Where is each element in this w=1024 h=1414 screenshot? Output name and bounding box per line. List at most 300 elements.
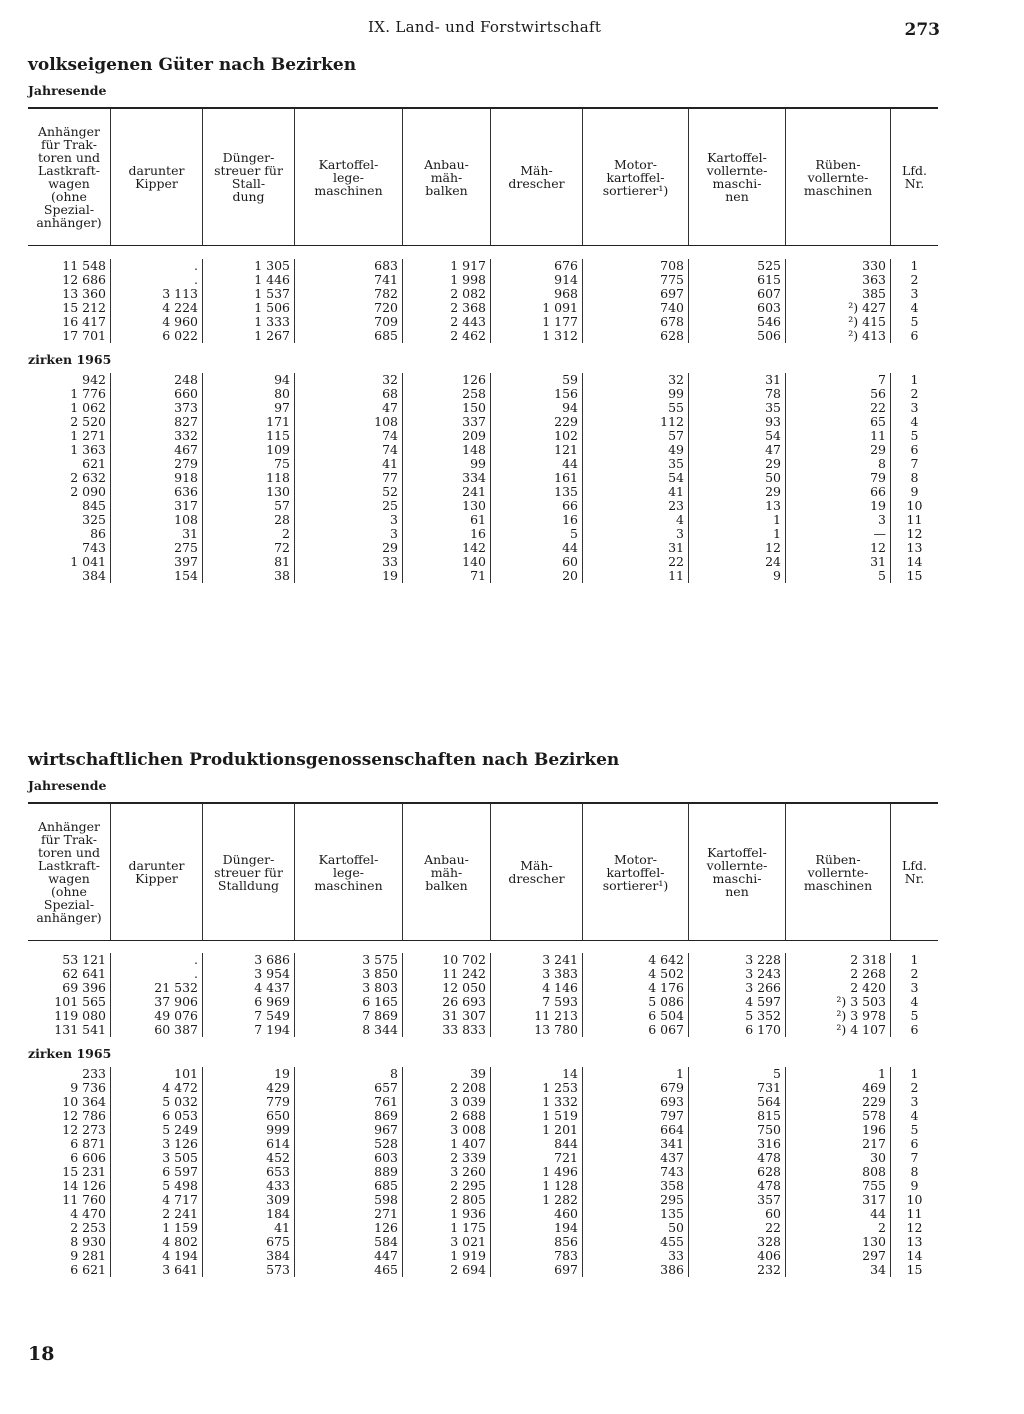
table-cell: .: [194, 952, 198, 967]
table-cell: 6 621: [70, 1262, 106, 1277]
column-header: [582, 804, 688, 940]
table-cell: 1 159: [162, 1220, 198, 1235]
table-cell: 2 090: [70, 484, 106, 499]
table-cell: 14: [562, 1066, 578, 1081]
table-cell: 693: [660, 1094, 684, 1109]
table-cell: 12: [906, 1220, 923, 1235]
table-cell: 29: [870, 442, 886, 457]
column-header-line: vollernte-: [807, 864, 869, 880]
table-cell: 741: [374, 272, 398, 287]
column-header-label: [804, 853, 872, 892]
column-header-line: maschinen: [314, 182, 383, 198]
column-header-line: Mäh-: [520, 163, 553, 178]
table-cell: 5: [910, 1008, 919, 1023]
table-column: [110, 1067, 202, 1277]
table-cell: 8 344: [362, 1022, 398, 1037]
table-cell: 72: [274, 540, 290, 555]
table-cell: 373: [174, 400, 198, 415]
table-column: [202, 259, 294, 343]
column-header: [110, 804, 202, 940]
table-cell: 11 548: [62, 258, 106, 273]
table-cell: 1 128: [542, 1178, 578, 1193]
table-cell: 47: [765, 442, 781, 457]
column-header-line: Rüben-: [815, 851, 861, 867]
column-header-label: [314, 158, 382, 197]
column-header-line: kartoffel-: [606, 864, 665, 880]
table-cell: 57: [668, 428, 684, 443]
table-cell: 3: [390, 512, 398, 527]
table-cell: 49: [668, 442, 684, 457]
table-cell: 32: [668, 372, 684, 387]
table-cell: 6 022: [162, 328, 198, 343]
table-cell: 5 086: [648, 994, 684, 1009]
table-cell: 1 496: [542, 1164, 578, 1179]
table-cell: 4 194: [162, 1248, 198, 1263]
table-cell: 478: [757, 1178, 781, 1193]
table-cell: 4 642: [648, 952, 684, 967]
table-cell: 3 243: [745, 966, 781, 981]
table-cell: 15: [906, 1262, 923, 1277]
column-header-line: toren und: [37, 845, 101, 860]
column-header-line: Spezial-: [43, 202, 95, 217]
column-header: [490, 804, 582, 940]
table-cell: 75: [274, 456, 290, 471]
table-column: [688, 373, 785, 583]
table-cell: 4 597: [745, 994, 781, 1009]
column-header-label: [508, 164, 564, 190]
table-cell: 16 417: [62, 314, 106, 329]
table-column: [294, 259, 402, 343]
column-header-line: drescher: [508, 176, 565, 191]
column-header: [294, 109, 402, 245]
table-cell: 13: [906, 1234, 923, 1249]
table-cell: 455: [660, 1234, 684, 1249]
column-header-line: anhänger): [36, 215, 102, 230]
table-cell: 7 549: [254, 1008, 290, 1023]
table-cell: 808: [862, 1164, 886, 1179]
table-cell: ²) 427: [848, 300, 886, 315]
column-header-line: Motor-: [613, 851, 658, 867]
column-header: [890, 109, 938, 245]
table-cell: 66: [870, 484, 886, 499]
table-cell: 4 717: [162, 1192, 198, 1207]
table-cell: 660: [174, 386, 198, 401]
table-cell: 469: [862, 1080, 886, 1095]
table-cell: 11: [906, 1206, 923, 1221]
table-cell: 3 008: [450, 1122, 486, 1137]
table-cell: 3 228: [745, 952, 781, 967]
table-cell: 5 249: [162, 1122, 198, 1137]
table-column: [490, 953, 582, 1037]
table-cell: .: [194, 258, 198, 273]
section-title: wirtschaftlichen Produktionsgenossenschaften nach Bezirken: [28, 750, 620, 770]
table-cell: 1 506: [254, 300, 290, 315]
table-cell: 54: [765, 428, 781, 443]
table-cell: 1 776: [70, 386, 106, 401]
table-column: [890, 259, 938, 343]
table-cell: 1 917: [450, 258, 486, 273]
column-header: [688, 109, 785, 245]
column-header-line: nen: [725, 189, 749, 204]
table-cell: 55: [668, 400, 684, 415]
table-cell: 967: [374, 1122, 398, 1137]
table-cell: 8: [910, 1164, 919, 1179]
table-cell: 14: [906, 554, 923, 569]
table-cell: 112: [660, 414, 684, 429]
table-cell: 13: [906, 540, 923, 555]
table-column: [582, 373, 688, 583]
section-title: volkseigenen Güter nach Bezirken: [28, 55, 357, 75]
column-header-line: maschinen: [803, 877, 873, 893]
table-cell: ²) 4 107: [836, 1022, 886, 1037]
table-cell: 316: [757, 1136, 781, 1151]
column-header-label: [902, 859, 927, 885]
table-cell: 775: [660, 272, 684, 287]
table-cell: 827: [174, 414, 198, 429]
column-header-label: [214, 151, 283, 203]
table-cell: 61: [470, 512, 486, 527]
table-cell: 39: [470, 1066, 486, 1081]
column-header-line: lege-: [332, 864, 365, 880]
table-cell: 29: [765, 484, 781, 499]
column-header: [490, 109, 582, 245]
table-cell: 1 537: [254, 286, 290, 301]
column-header: [785, 804, 890, 940]
table-cell: 233: [82, 1066, 106, 1081]
table-cell: 330: [862, 258, 886, 273]
column-header-line: darunter: [128, 163, 185, 178]
table-cell: 675: [266, 1234, 290, 1249]
table-cell: 232: [757, 1262, 781, 1277]
table-cell: 869: [374, 1108, 398, 1123]
table-cell: 41: [274, 1220, 290, 1235]
table-cell: 603: [374, 1150, 398, 1165]
column-header-row: [28, 804, 938, 940]
table-cell: 56: [870, 386, 886, 401]
table-cell: 12: [765, 540, 781, 555]
column-header-line: Anbau-: [424, 851, 469, 867]
table-cell: 683: [374, 258, 398, 273]
table-cell: 28: [274, 512, 290, 527]
table-cell: 525: [757, 258, 781, 273]
table-cell: 1: [910, 372, 919, 387]
table-cell: 12: [870, 540, 886, 555]
column-header-line: streuer für: [214, 163, 283, 178]
table-cell: 9: [773, 568, 781, 583]
table-cell: 1 253: [542, 1080, 578, 1095]
table-cell: 9 281: [70, 1248, 106, 1263]
table-cell: 598: [374, 1192, 398, 1207]
table-cell: 62 641: [62, 966, 106, 981]
table-cell: 52: [382, 484, 398, 499]
column-header-line: (ohne: [51, 189, 87, 204]
table-cell: 4 802: [162, 1234, 198, 1249]
table-cell: 1 363: [70, 442, 106, 457]
table-cell: 9 736: [70, 1080, 106, 1095]
years-block: [28, 246, 938, 343]
table-cell: 2 688: [450, 1108, 486, 1123]
table-cell: 5 352: [745, 1008, 781, 1023]
table-cell: 14: [906, 1248, 923, 1263]
table-cell: 685: [374, 1178, 398, 1193]
column-header-line: (ohne: [51, 884, 87, 899]
table-cell: 59: [562, 372, 578, 387]
table-cell: 68: [382, 386, 398, 401]
table-column: [294, 373, 402, 583]
column-header-line: Lfd.: [902, 163, 927, 178]
table-cell: 386: [660, 1262, 684, 1277]
table-cell: 7 869: [362, 1008, 398, 1023]
table-cell: 10: [906, 1192, 923, 1207]
column-header-line: dung: [232, 189, 265, 204]
table-cell: 7 593: [542, 994, 578, 1009]
table-cell: 17 701: [62, 328, 106, 343]
column-header-line: darunter: [128, 858, 185, 873]
table-cell: 148: [462, 442, 486, 457]
table-cell: 44: [562, 456, 578, 471]
table-cell: 465: [374, 1262, 398, 1277]
table-cell: 16: [470, 526, 486, 541]
table-cell: 918: [174, 470, 198, 485]
table-cell: 2: [282, 526, 290, 541]
column-header-line: streuer für: [214, 864, 283, 880]
table-cell: 31 307: [442, 1008, 486, 1023]
table-cell: 2 443: [450, 314, 486, 329]
column-header-label: [424, 853, 469, 892]
column-header: [202, 109, 294, 245]
table-cell: 3 505: [162, 1150, 198, 1165]
table-column: [202, 953, 294, 1037]
table-cell: 22: [765, 1220, 781, 1235]
table-column: [202, 1067, 294, 1277]
table-cell: 337: [462, 414, 486, 429]
table-column: [582, 1067, 688, 1277]
column-header-label: [603, 158, 669, 197]
table-cell: 194: [554, 1220, 578, 1235]
column-header-line: Anhänger: [37, 124, 100, 139]
column-header-line: Lastkraft-: [37, 163, 101, 178]
table-cell: 11: [668, 568, 684, 583]
table-cell: 650: [266, 1108, 290, 1123]
table-cell: 108: [174, 512, 198, 527]
table-cell: 1 519: [542, 1108, 578, 1123]
table-cell: 384: [266, 1248, 290, 1263]
column-header-label: [129, 859, 185, 885]
table-cell: 35: [765, 400, 781, 415]
table-cell: 33 833: [442, 1022, 486, 1037]
chapter-title: IX. Land- und Forstwirtschaft: [368, 18, 602, 36]
column-header: [785, 109, 890, 245]
table-column: [110, 259, 202, 343]
table-cell: 21 532: [154, 980, 198, 995]
table-cell: 60: [562, 554, 578, 569]
table-cell: 6 053: [162, 1108, 198, 1123]
table-cell: 142: [462, 540, 486, 555]
table-cell: 844: [554, 1136, 578, 1151]
table-cell: 460: [554, 1206, 578, 1221]
table-cell: 1 333: [254, 314, 290, 329]
table-cell: 4 437: [254, 980, 290, 995]
table-cell: 2 082: [450, 286, 486, 301]
table-cell: 4 224: [162, 300, 198, 315]
table-cell: 140: [462, 554, 486, 569]
table-cell: 2 268: [850, 966, 886, 981]
table-cell: .: [194, 966, 198, 981]
column-header-line: Stalldung: [217, 877, 280, 893]
table-cell: 74: [382, 442, 398, 457]
table-cell: 2 420: [850, 980, 886, 995]
table-cell: 564: [757, 1094, 781, 1109]
column-header-row: [28, 109, 938, 245]
table-cell: 2 368: [450, 300, 486, 315]
table-cell: 4: [910, 1108, 919, 1123]
column-header-label: [424, 158, 469, 197]
table-cell: 119 080: [54, 1008, 106, 1023]
table-cell: 41: [382, 456, 398, 471]
table-cell: 1 282: [542, 1192, 578, 1207]
table-cell: 325: [82, 512, 106, 527]
table-column: [785, 1067, 890, 1277]
table-cell: 6 170: [745, 1022, 781, 1037]
table-cell: 676: [554, 258, 578, 273]
table-cell: 3 641: [162, 1262, 198, 1277]
table-cell: 4 472: [162, 1080, 198, 1095]
table-cell: 709: [374, 314, 398, 329]
table-cell: 384: [82, 568, 106, 583]
table-cell: 3 126: [162, 1136, 198, 1151]
table-column: [688, 953, 785, 1037]
column-header-line: nen: [725, 884, 749, 899]
table-cell: 3 021: [450, 1234, 486, 1249]
table-cell: 60: [765, 1206, 781, 1221]
table-cell: 31: [668, 540, 684, 555]
table-column: [490, 259, 582, 343]
column-header-line: Stall-: [231, 176, 266, 191]
table-cell: 7: [878, 372, 886, 387]
table-cell: 15 231: [62, 1164, 106, 1179]
column-header-label: [314, 853, 382, 892]
table-cell: 31: [182, 526, 198, 541]
column-header-line: Kartoffel-: [707, 845, 767, 860]
table-cell: 2 694: [450, 1262, 486, 1277]
table-cell: 196: [862, 1122, 886, 1137]
table-cell: 10 364: [62, 1094, 106, 1109]
table-cell: 5: [570, 526, 578, 541]
table-cell: 31: [765, 372, 781, 387]
column-header-label: [129, 164, 185, 190]
table-cell: 12: [906, 526, 923, 541]
table-cell: 358: [660, 1178, 684, 1193]
table-cell: 6 606: [70, 1150, 106, 1165]
table-cell: 2 805: [450, 1192, 486, 1207]
table-cell: 65: [870, 414, 886, 429]
table-cell: 697: [554, 1262, 578, 1277]
table-column: [294, 953, 402, 1037]
table-cell: 657: [374, 1080, 398, 1095]
column-header: [28, 109, 110, 245]
table-cell: 317: [862, 1192, 886, 1207]
table-cell: 750: [757, 1122, 781, 1137]
table-cell: 363: [862, 272, 886, 287]
table-cell: 184: [266, 1206, 290, 1221]
table-cell: 217: [862, 1136, 886, 1151]
table-cell: 209: [462, 428, 486, 443]
table-cell: 3: [676, 526, 684, 541]
table-cell: 93: [765, 414, 781, 429]
table-cell: 1: [910, 258, 919, 273]
table-cell: 126: [374, 1220, 398, 1235]
column-header-line: drescher: [508, 871, 565, 886]
table-cell: 77: [382, 470, 398, 485]
table-cell: 782: [374, 286, 398, 301]
table-cell: 2: [910, 272, 919, 287]
table-cell: 34: [870, 1262, 886, 1277]
table-column: [890, 373, 938, 583]
table-cell: 11 242: [442, 966, 486, 981]
table-cell: 66: [562, 498, 578, 513]
table-cell: 1 271: [70, 428, 106, 443]
table-column: [28, 373, 110, 583]
table-cell: 32: [382, 372, 398, 387]
table-cell: 621: [82, 456, 106, 471]
table-cell: 1 312: [542, 328, 578, 343]
table-cell: 11: [906, 512, 923, 527]
table-cell: 121: [554, 442, 578, 457]
table-cell: 241: [462, 484, 486, 499]
districts-block: [28, 1065, 938, 1277]
table-cell: 889: [374, 1164, 398, 1179]
column-header: [688, 804, 785, 940]
table-cell: 10: [906, 498, 923, 513]
table-column: [890, 953, 938, 1037]
table-cell: 47: [382, 400, 398, 415]
table-cell: 19: [870, 498, 886, 513]
table-cell: 743: [660, 1164, 684, 1179]
table-cell: 297: [862, 1248, 886, 1263]
table-cell: 6: [910, 442, 919, 457]
table-cell: 1 446: [254, 272, 290, 287]
table-cell: 81: [274, 554, 290, 569]
table-cell: 6 504: [648, 1008, 684, 1023]
table-cell: 3: [910, 286, 919, 301]
column-header-line: balken: [425, 877, 468, 893]
table-cell: 156: [554, 386, 578, 401]
column-header-line: Kipper: [135, 176, 178, 191]
table-cell: 12 273: [62, 1122, 106, 1137]
table-cell: 5 032: [162, 1094, 198, 1109]
column-header-line: Lastkraft-: [37, 858, 101, 873]
districts-block: [28, 371, 938, 583]
table-cell: 6: [910, 1022, 919, 1037]
table-column: [294, 1067, 402, 1277]
table-cell: ²) 415: [848, 314, 886, 329]
page-number: 273: [904, 20, 940, 40]
table-column: [110, 373, 202, 583]
column-header-line: Anhänger: [37, 819, 100, 834]
table-cell: 11 213: [534, 1008, 578, 1023]
table-cell: 101 565: [54, 994, 106, 1009]
table-cell: 2 520: [70, 414, 106, 429]
table-cell: 135: [660, 1206, 684, 1221]
column-header-line: balken: [425, 182, 468, 198]
table-cell: 19: [382, 568, 398, 583]
table-cell: 229: [554, 414, 578, 429]
table-cell: 108: [374, 414, 398, 429]
table-cell: 1 177: [542, 314, 578, 329]
table-cell: 2 241: [162, 1206, 198, 1221]
table-cell: 49 076: [154, 1008, 198, 1023]
table-cell: 14 126: [62, 1178, 106, 1193]
